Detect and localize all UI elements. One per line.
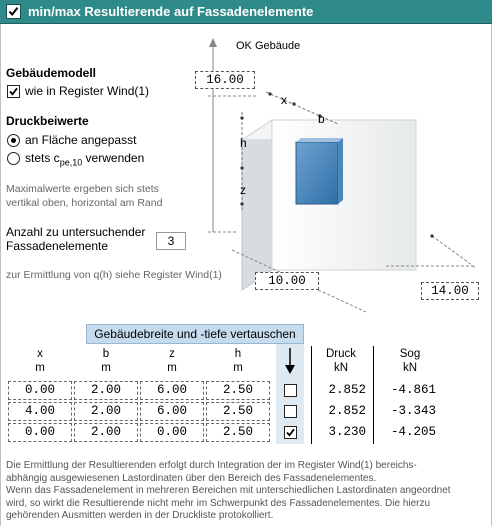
col-h-name: h [234,348,242,360]
check-icon [9,87,18,96]
col-b-header [74,347,138,375]
row1-b-input[interactable]: 2.00 [74,381,138,400]
col-b-unit: m [101,362,111,374]
width-dimension[interactable]: 10.00 [255,272,319,290]
row1-x-input[interactable]: 0.00 [8,381,72,400]
col-sog-header [380,347,440,375]
dim-label-z: z [240,183,246,197]
row1-swap-checkbox[interactable] [284,384,297,397]
footnote-line-5: gehörenden Ausmitten werden in der Druckliste protokolliert. [6,510,274,521]
row3-swap-checkbox[interactable] [284,426,297,439]
col-druck-header [312,347,370,375]
facade-element-top [296,138,343,142]
row1-h-input[interactable]: 2.50 [206,381,270,400]
row3-x-input[interactable]: 0.00 [8,423,72,442]
col-x-name: x [37,348,43,360]
footnote-line-1: Die Ermittlung der Resultierenden erfolgt durch Integration der im Register Wind(1) bereichs- [6,460,417,471]
col-druck-unit: kN [333,362,349,374]
row3-druck-value: 3.230 [328,425,366,439]
facade-element-side [338,138,343,204]
title-text: min/max Resultierende auf Fassadenelemente [28,4,314,19]
col-z-name: z [169,348,175,360]
height-dimension[interactable]: 16.00 [195,71,255,89]
radio-stats-sub: pe,10 [59,157,83,168]
footnote-line-2: abhängig ausgewiesenen Lastordinaten über den Bereich des Fassadenelementes. [6,472,377,484]
col-h-header [206,347,270,375]
radio-stats-suffix: verwenden [82,151,145,165]
hint-qh: zur Ermittlung von q(h) siehe Register Wind(1) [6,269,222,281]
row2-sog-value: -3.343 [390,404,436,418]
footnote-line-3: Wenn das Fassadenelement in mehreren Bereichen mit unterschiedlichen Lastordinaten angeordnet [6,485,451,496]
row2-swap-checkbox[interactable] [284,405,297,418]
col-z-unit: m [167,362,177,374]
footnote [6,460,486,523]
col-sog-unit: kN [402,362,418,374]
title-bar [0,0,492,24]
building-model-heading: Gebäudemodell [6,66,97,80]
row2-druck-value: 2.852 [328,404,366,418]
depth-dimension[interactable]: 14.00 [421,282,479,300]
radio-stats-prefix: stets c [25,151,60,165]
row2-b-input[interactable]: 2.00 [74,402,138,421]
building-model-checkbox-label: wie in Register Wind(1) [25,84,150,98]
row3-h-input[interactable]: 2.50 [206,423,270,442]
count-label-line-2: Fassadenelemente [6,239,109,253]
radio-stats-label [25,151,144,167]
radio-selected-dot [11,138,16,143]
row3-b-input[interactable]: 2.00 [74,423,138,442]
col-sog-name: Sog [399,348,421,360]
building-model-checkbox[interactable] [7,85,20,98]
element-count-input[interactable]: 3 [156,232,186,250]
hint-max-line-2: vertikal oben, horizontal am Rand [6,197,163,209]
check-icon [286,428,295,437]
arrow-up-icon [209,38,217,47]
radio-stats-cpe10[interactable] [7,152,20,165]
hint-max-line-1: Maximalwerte ergeben sich stets [6,183,159,195]
col-h-unit: m [233,362,243,374]
row2-x-input[interactable]: 4.00 [8,402,72,421]
row2-h-input[interactable]: 2.50 [206,402,270,421]
arrow-down-icon [284,348,296,374]
col-druck-name: Druck [325,348,357,360]
dim-label-b: b [318,112,325,126]
facade-element-window [296,142,338,204]
dim-label-x: x [281,93,287,107]
row1-sog-value: -4.861 [390,383,436,397]
row3-z-input[interactable]: 0.00 [140,423,204,442]
ok-building-label: OK Gebäude [236,40,301,52]
pressure-coeff-heading: Druckbeiwerte [6,114,89,128]
radio-adapted-label: an Fläche angepasst [25,133,137,147]
row1-z-input[interactable]: 6.00 [140,381,204,400]
dim-label-h: h [240,136,247,150]
row1-druck-value: 2.852 [328,383,366,397]
col-x-unit: m [35,362,45,374]
check-icon [8,6,19,17]
row3-sog-value: -4.205 [390,425,436,439]
count-label-line-1: Anzahl zu untersuchender [6,225,146,239]
col-x-header [8,347,72,375]
col-z-header [140,347,204,375]
col-b-name: b [102,348,110,360]
swap-dimensions-button[interactable]: Gebäudebreite und -tiefe vertauschen [86,324,304,344]
title-checkbox[interactable] [6,4,21,19]
row2-z-input[interactable]: 6.00 [140,402,204,421]
footnote-line-4: wird, so wirkt die Resultierende nicht mehr im Schwerpunkt des Fassadenelementes. Die hierzu [6,497,431,509]
radio-adapted[interactable] [7,134,20,147]
